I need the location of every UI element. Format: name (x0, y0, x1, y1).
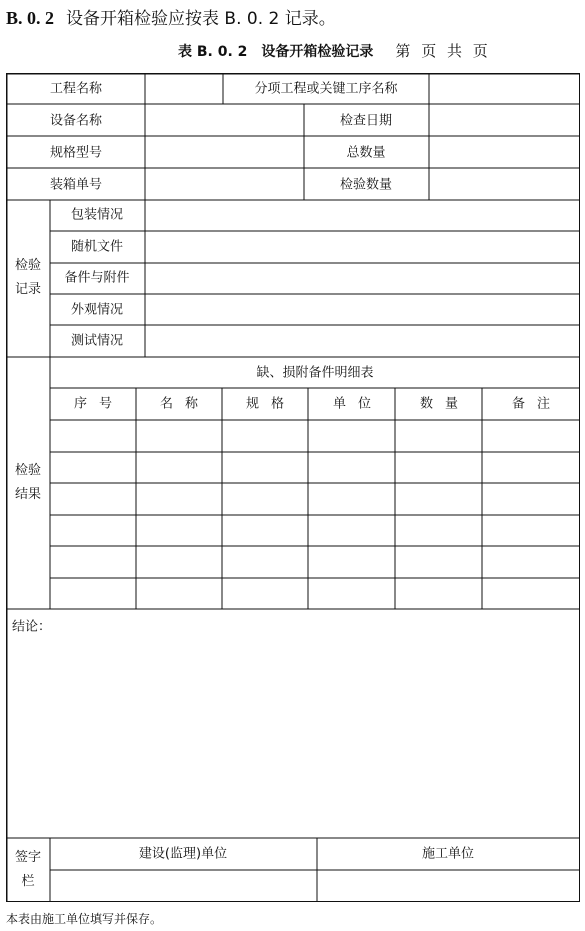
column-header-remarks: 备注 (511, 396, 563, 412)
record-item-packaging: 包装情况 (70, 207, 124, 223)
inspection-record-label (12, 254, 44, 302)
signature-label-line2: 栏 (21, 874, 35, 889)
section-heading (6, 4, 336, 29)
record-item-documents: 随机文件 (70, 239, 124, 255)
section-text: 设备开箱检验应按表 B. 0. 2 记录。 (66, 9, 336, 29)
project-name-label: 工程名称 (49, 81, 103, 97)
inspection-form (6, 73, 580, 902)
inspect-quantity-label: 检验数量 (339, 177, 393, 193)
missing-parts-table-title: 缺、损附备件明细表 (256, 365, 374, 381)
inspection-result-label-line2: 结果 (14, 487, 41, 502)
column-header-number: 序号 (73, 396, 125, 412)
packing-list-label: 装箱单号 (49, 177, 103, 193)
record-item-spares: 备件与附件 (64, 270, 130, 286)
signature-label-line1: 签字 (14, 850, 41, 865)
construction-supervision-unit-label: 建设(监理)单位 (138, 846, 228, 862)
section-number: B. 0. 2 (6, 8, 55, 28)
column-header-name: 名称 (159, 396, 211, 412)
inspection-result-label (12, 459, 44, 507)
inspection-record-label-line2: 记录 (14, 282, 41, 297)
conclusion-label: 结论： (12, 619, 52, 635)
total-quantity-label: 总数量 (346, 145, 386, 161)
subproject-name-label: 分项工程或关键工序名称 (254, 81, 398, 97)
table-title: 表 B. 0. 2 设备开箱检验记录 (178, 44, 374, 60)
column-header-unit: 单位 (332, 396, 384, 412)
form-grid (6, 73, 580, 902)
footer-note: 本表由施工单位填写并保存。 (6, 912, 163, 926)
record-item-testing: 测试情况 (70, 333, 124, 349)
model-label: 规格型号 (49, 145, 103, 161)
signature-label (12, 846, 44, 894)
column-header-quantity: 数量 (419, 396, 471, 412)
page-counter: 第 页 共 页 (395, 42, 491, 60)
inspection-record-label-line1: 检验 (14, 258, 41, 273)
table-caption (178, 40, 491, 61)
record-item-appearance: 外观情况 (70, 302, 124, 318)
inspection-result-label-line1: 检验 (14, 463, 41, 478)
contractor-unit-label: 施工单位 (421, 846, 475, 862)
column-header-spec: 规格 (245, 396, 297, 412)
inspection-date-label: 检查日期 (339, 113, 393, 129)
equipment-name-label: 设备名称 (49, 113, 103, 129)
